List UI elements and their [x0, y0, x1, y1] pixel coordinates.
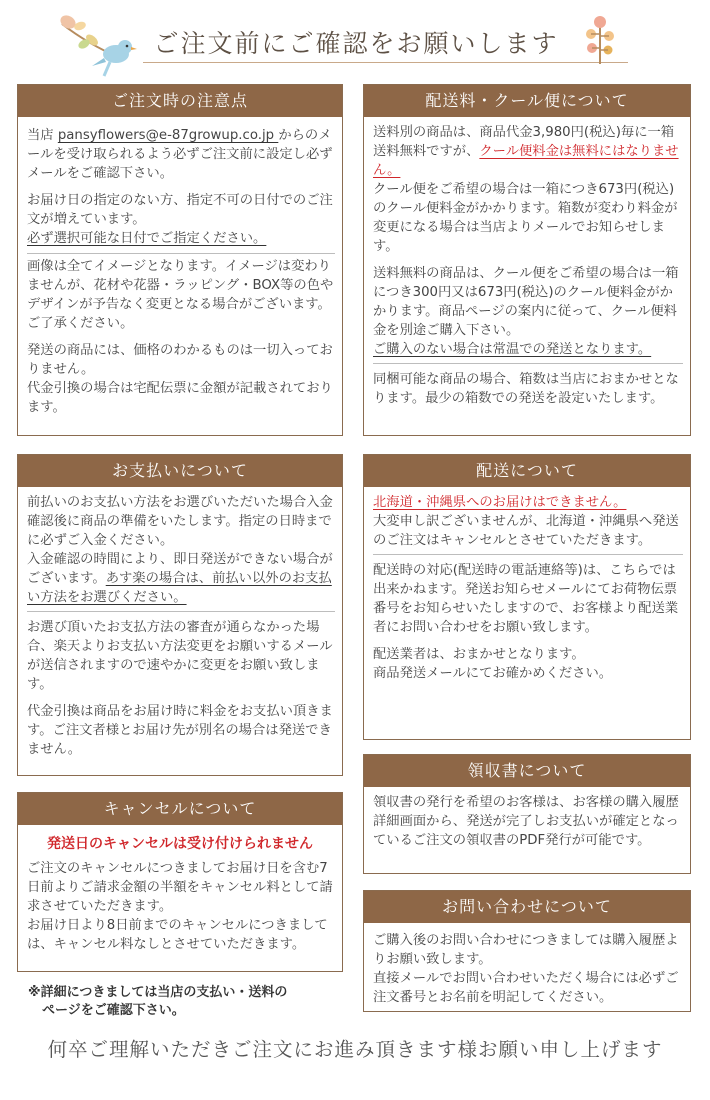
order-notes-title: ご注文時の注意点: [18, 85, 342, 117]
cancel-title: キャンセルについて: [18, 793, 342, 825]
contact-section: [363, 890, 691, 1012]
receipt-title: 領収書について: [364, 755, 690, 787]
receipt-section: [363, 754, 691, 874]
details-note: ※詳細につきましては当店の支払い・送料の ページをご確認下さい。: [28, 985, 288, 1018]
payment-section: [17, 454, 343, 776]
cod-paragraph: 代金引換は商品をお届け時に料金をお支払い頂きます。ご注文者様とお届け先が別名の場合は発送できません。: [27, 704, 333, 757]
order-notes-email-paragraph: 当店 pansyflowers@e-87growup.co.jp からのメールを受け取られるよう必ずご注文前に設定し必ずメールをご確認下さい。: [27, 128, 333, 181]
cancel-fee-paragraph: ご注文のキャンセルにつきましてお届け日を含む7日前よりご請求金額の半額をキャンセル料として請求させていただきます。: [27, 861, 333, 914]
page-title: ご注文前にご確認をお願いします: [153, 29, 559, 58]
bundle-paragraph: 同梱可能な商品の場合、箱数は当店におまかせとなります。最少の箱数での発送を設定いたします。: [373, 372, 679, 406]
cancel-warning: 発送日のキャンセルは受け付けられません: [47, 836, 313, 852]
payment-title: お支払いについて: [18, 455, 342, 487]
delivery-area-warning: 北海道・沖縄県へのお届けはできません。: [373, 495, 627, 510]
divider: [373, 363, 683, 364]
carrier-note: 配送業者は、おまかせとなります。: [373, 647, 585, 662]
page-header: [58, 14, 648, 68]
divider: [373, 554, 683, 555]
free-shipping-paragraph: 送料無料の商品は、クール便をご希望の場合は一箱につき300円又は673円(税込)のクール便料金がかかります。商品ページの案内に従って、クール便料金を別途ご購入下さい。 ご購入のない場合は常温での発送となります。: [373, 266, 679, 357]
cool-fee-paragraph: クール便をご希望の場合は一箱につき673円(税込)のクール便料金がかかります。箱数が変わり料金が変更になる場合は当店よりメールでお知らせします。: [373, 182, 678, 254]
bird-branch-icon: [58, 14, 140, 80]
delivery-area-paragraph: 北海道・沖縄県へのお届けはできません。 大変申し訳ございませんが、北海道・沖縄県へ発送のご注文はキャンセルとさせていただきます。: [373, 495, 679, 548]
shipping-cool-title: 配送料・クール便について: [364, 85, 690, 117]
same-day-paragraph: 入金確認の時間により、即日発送ができない場合がございます。あす楽の場合は、前払い以外のお支払い方法をお選びください。: [27, 552, 333, 605]
prepayment-paragraph: 前払いのお支払い方法をお選びいただいた場合入金確認後に商品の準備をいたします。指定の日時までに必ずご入金ください。: [27, 495, 333, 548]
contact-paragraph-1: ご購入後のお問い合わせにつきましては購入履歴よりお願い致します。: [373, 933, 679, 967]
price-note: 発送の商品には、価格のわかるものは一切入っておりません。: [27, 343, 333, 377]
delivery-section: [363, 454, 691, 740]
contact-title: お問い合わせについて: [364, 891, 690, 923]
divider: [27, 253, 335, 254]
receipt-paragraph: 領収書の発行を希望のお客様は、お客様の購入履歴詳細画面から、発送が完了しお支払いが確定となっているご注文の領収書のPDF発行が可能です。: [373, 795, 679, 848]
image-note: 画像は全てイメージとなります。イメージは変わりませんが、花材や花器・ラッピング・BOX等の色やデザインが予告なく変更となる場合がございます。ご了承ください。: [27, 259, 334, 331]
header-divider: [143, 62, 628, 63]
cancel-free-paragraph: お届け日より8日前までのキャンセルにつきましては、キャンセル料なしとさせていただきます。: [27, 918, 328, 952]
delivery-title: 配送について: [364, 455, 690, 487]
order-notes-section: [17, 84, 343, 436]
cancel-section: [17, 792, 343, 972]
payment-review-paragraph: お選び頂いたお支払方法の審査が通らなかった場合、楽天よりお支払い方法変更をお願いするメールが送信されますので速やかに変更をお願い致します。: [27, 620, 333, 692]
divider: [27, 611, 335, 612]
cool-fee-warning: クール便料金は無料にはなりません。: [373, 144, 679, 178]
cod-note: 代金引換の場合は宅配伝票に金額が記載されております。: [27, 381, 333, 415]
shipping-cool-section: [363, 84, 691, 436]
delivery-contact-paragraph: 配送時の対応(配送時の電話連絡等)は、こちらでは出来かねます。発送お知らせメールにてお荷物伝票番号をお知らせいたしますので、お客様より配送業者にお問い合わせをお願い致します。: [373, 563, 679, 635]
shipping-fee-paragraph: 送料別の商品は、商品代金3,980円(税込)毎に一箱送料無料ですが、クール便料金は無料にはなりません。: [373, 125, 679, 178]
shop-email: pansyflowers@e-87growup.co.jp: [57, 128, 279, 143]
contact-paragraph-2: 直接メールでお問い合わせいただく場合には必ずご注文番号とお名前を明記してください。: [373, 971, 679, 1005]
footer-message: 何卒ご理解いただきご注文にお進み頂きます様お願い申し上げます: [47, 1038, 663, 1061]
delivery-date-note: お届け日の指定のない方、指定不可の日付でのご注文が増えています。 必ず選択可能な日付でご指定ください。: [27, 193, 333, 246]
flower-plant-icon: [578, 14, 628, 66]
confirm-note: 商品発送メールにてお確かめください。: [373, 666, 613, 681]
